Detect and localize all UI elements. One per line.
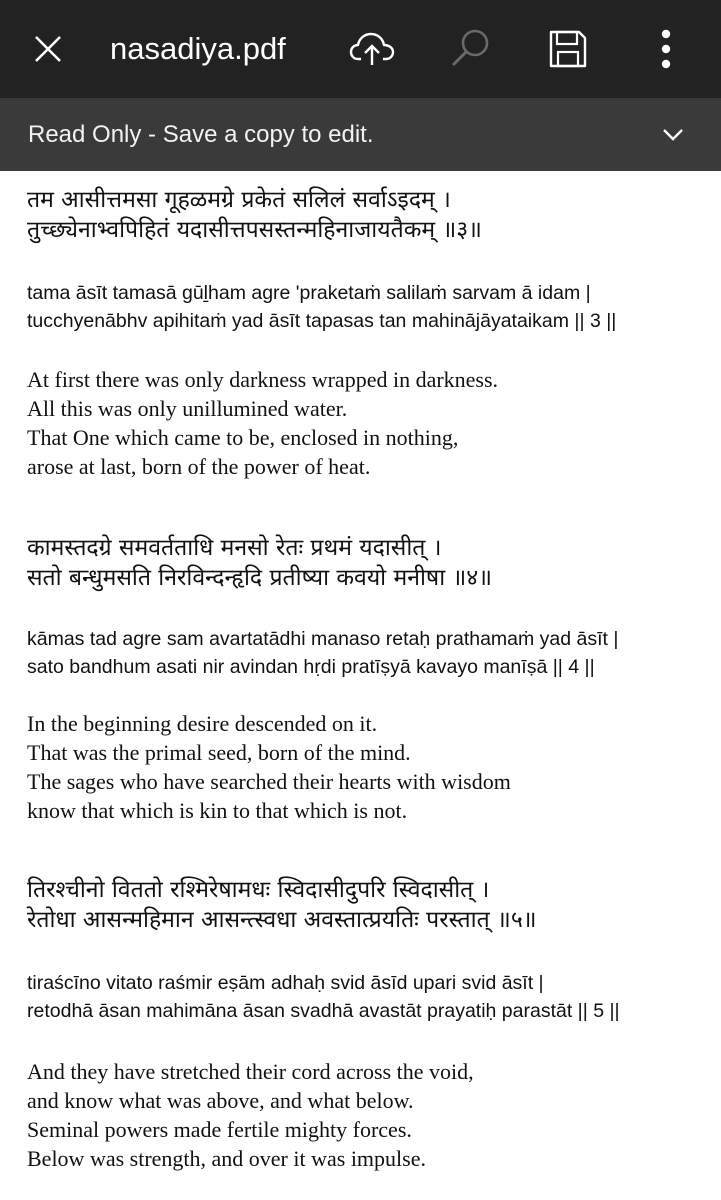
english-line: Below was strength, and over it was impulse. bbox=[27, 1146, 426, 1171]
save-button[interactable] bbox=[534, 0, 602, 98]
devanagari-line: तम आसीत्तमसा गूहळमग्रे प्रकेतं सलिलं सर्वाऽइदम् । bbox=[27, 187, 451, 213]
document-page[interactable] bbox=[0, 171, 721, 1200]
transliteration-line: kāmas tad agre sam avartatādhi manaso retaḥ prathamaṁ yad āsīt | bbox=[27, 628, 619, 650]
transliteration-line: tucchyenābhv apihitaṁ yad āsīt tapasas tan mahinājāyataikam || 3 || bbox=[27, 310, 617, 332]
upload-button[interactable] bbox=[338, 0, 406, 98]
top-toolbar bbox=[0, 0, 721, 98]
english-line: All this was only unillumined water. bbox=[27, 396, 348, 421]
english-line: Seminal powers made fertile mighty forces. bbox=[27, 1117, 412, 1142]
english-line: That was the primal seed, born of the mind. bbox=[27, 740, 411, 765]
more-options-button[interactable] bbox=[632, 0, 700, 98]
expand-banner-button[interactable] bbox=[645, 98, 701, 171]
transliteration-line: tiraścīno vitato raśmir eṣām adhaḥ svid āsīd upari svid āsīt | bbox=[27, 972, 544, 994]
search-button[interactable] bbox=[436, 0, 504, 98]
english-line: and know what was above, and what below. bbox=[27, 1088, 414, 1113]
devanagari-line: रेतोधा आसन्महिमान आसन्त्स्वधा अवस्तात्प्रयतिः परस्तात् ॥५॥ bbox=[27, 907, 537, 933]
english-line: And they have stretched their cord across the void, bbox=[27, 1059, 474, 1084]
devanagari-line: तुच्छ्येनाभ्वपिहितं यदासीत्तपसस्तन्महिनाजायतैकम् ॥३॥ bbox=[27, 217, 482, 243]
close-button[interactable] bbox=[14, 0, 82, 98]
cloud-upload-icon bbox=[349, 31, 395, 67]
verse-5-devanagari bbox=[27, 875, 537, 935]
english-line: know that which is kin to that which is not. bbox=[27, 798, 408, 823]
close-icon bbox=[33, 34, 63, 64]
transliteration-line: sato bandhum asati nir avindan hṛdi pratīṣyā kavayo manīṣā || 4 || bbox=[27, 656, 595, 678]
devanagari-line: सतो बन्धुमसति निरविन्दन्हृदि प्रतीष्या कवयो मनीषा ॥४॥ bbox=[27, 565, 492, 591]
verse-4-english bbox=[27, 709, 511, 825]
english-line: That One which came to be, enclosed in nothing, bbox=[27, 425, 459, 450]
verse-5-transliteration bbox=[27, 969, 620, 1025]
save-icon bbox=[548, 29, 588, 69]
search-icon bbox=[448, 27, 492, 71]
english-line: At first there was only darkness wrapped in darkness. bbox=[27, 367, 499, 392]
devanagari-line: कामस्तदग्रे समवर्तताधि मनसो रेतः प्रथमं यदासीत् । bbox=[27, 535, 442, 561]
english-line: The sages who have searched their hearts with wisdom bbox=[27, 769, 511, 794]
read-only-banner[interactable] bbox=[0, 98, 721, 171]
transliteration-line: tama āsīt tamasā gūḻham agre 'praketaṁ salilaṁ sarvam ā idam | bbox=[27, 282, 591, 304]
english-line: arose at last, born of the power of heat. bbox=[27, 454, 371, 479]
document-title: nasadiya.pdf bbox=[110, 31, 286, 66]
verse-3-devanagari bbox=[27, 185, 482, 245]
more-vertical-icon bbox=[660, 29, 672, 69]
verse-3-transliteration bbox=[27, 279, 616, 335]
verse-3-english bbox=[27, 365, 498, 481]
verse-5-english bbox=[27, 1057, 474, 1173]
verse-4-devanagari bbox=[27, 533, 492, 593]
verse-4-transliteration bbox=[27, 625, 618, 681]
english-line: In the beginning desire descended on it. bbox=[27, 711, 378, 736]
read-only-message: Read Only - Save a copy to edit. bbox=[28, 121, 374, 148]
chevron-down-icon bbox=[662, 128, 684, 142]
devanagari-line: तिरश्चीनो विततो रश्मिरेषामधः स्विदासीदुपरि स्विदासीत् । bbox=[27, 877, 490, 903]
transliteration-line: retodhā āsan mahimāna āsan svadhā avastāt prayatiḥ parastāt || 5 || bbox=[27, 1000, 620, 1022]
